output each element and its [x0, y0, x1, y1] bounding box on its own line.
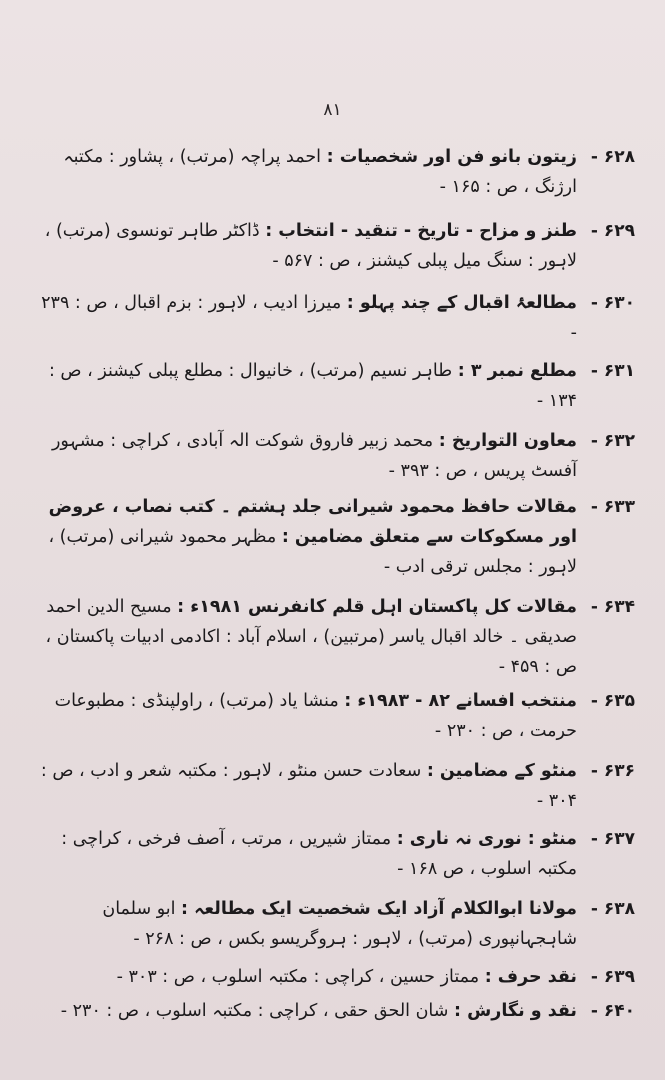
entry-number: ۶۲۸ -: [590, 147, 635, 167]
bibliography-entry: [35, 756, 635, 816]
entry-details: منشا یاد (مرتب) ، راولپنڈی : مطبوعات حرمت ، ص : ۲۳۰ -: [54, 691, 577, 741]
entry-details: میرزا ادیب ، لاہور : بزم اقبال ، ص : ۲۳۹ -: [41, 293, 577, 343]
entry-text: [35, 288, 577, 348]
entry-text: [35, 996, 577, 1026]
entry-title: مطالعۂ اقبال کے چند پہلو :: [346, 293, 577, 313]
entry-number: ۶۳۸ -: [590, 899, 635, 919]
entry-title: منتخب افسانے ۸۲ - ۱۹۸۳ء :: [344, 691, 577, 711]
bibliography-entry: [35, 426, 635, 486]
entry-details: طاہر نسیم (مرتب) ، خانیوال : مطلع پبلی کیشنز ، ص : ۱۳۴ -: [48, 361, 577, 411]
bibliography-entry: [35, 996, 635, 1026]
entry-number: ۶۳۱ -: [590, 361, 635, 381]
bibliography-entry: [35, 686, 635, 746]
entry-title: منٹو : نوری نہ ناری :: [396, 829, 577, 849]
entry-number: ۶۳۰ -: [590, 293, 635, 313]
entry-number: ۶۳۶ -: [590, 761, 635, 781]
entry-text: [35, 216, 577, 276]
entry-text: [35, 962, 577, 992]
entry-details: سعادت حسن منٹو ، لاہور : مکتبہ شعر و ادب ، ص : ۳۰۴ -: [40, 761, 577, 811]
entry-text: [35, 756, 577, 816]
entry-title: طنز و مزاح - تاریخ - تنقید - انتخاب :: [265, 221, 577, 241]
entry-number: ۶۳۲ -: [590, 431, 635, 451]
entry-title: مطلع نمبر ۳ :: [457, 361, 577, 381]
entry-title: منٹو کے مضامین :: [426, 761, 577, 781]
entry-text: [35, 592, 577, 682]
entry-title: مقالات حافظ محمود شیرانی جلد ہشتم ۔ کتب نصاب ، عروض اور مسکوکات سے متعلق مضامین :: [48, 497, 577, 547]
entry-title: مولانا ابوالکلام آزاد ایک شخصیت ایک مطالعہ :: [181, 899, 577, 919]
page-number: ۸۱: [323, 100, 342, 120]
bibliography-entry: [35, 142, 635, 202]
entry-number: ۶۲۹ -: [590, 221, 635, 241]
bibliography-entry: [35, 356, 635, 416]
entry-details: مسیح الدین احمد صدیقی ۔ خالد اقبال یاسر (مرتبین) ، اسلام آباد : اکادمی ادبیات پاکستان ، ص : ۴۵۹ -: [45, 597, 577, 677]
bibliography-entry: [35, 492, 635, 582]
entry-number: ۶۳۵ -: [590, 691, 635, 711]
entry-text: [35, 142, 577, 202]
entry-text: [35, 894, 577, 954]
bibliography-entry: [35, 894, 635, 954]
entry-details: ڈاکٹر طاہر تونسوی (مرتب) ، لاہور : سنگ میل پبلی کیشنز ، ص : ۵۶۷ -: [44, 221, 577, 271]
entry-number: ۶۴۰ -: [590, 1001, 635, 1021]
entry-details: احمد پراچہ (مرتب) ، پشاور : مکتبہ ارژنگ ، ص : ۱۶۵ -: [63, 147, 577, 197]
bibliography-entry: [35, 216, 635, 276]
entry-details: ابو سلمان شاہجہانپوری (مرتب) ، لاہور : ہروگریسو بکس ، ص : ۲۶۸ -: [102, 899, 577, 949]
entry-details: ممتاز شیریں ، مرتب ، آصف فرخی ، کراچی : مکتبہ اسلوب ، ص ۱۶۸ -: [61, 829, 577, 879]
entry-details: شان الحق حقی ، کراچی : مکتبہ اسلوب ، ص : ۲۳۰ -: [60, 1001, 449, 1021]
entry-details: مظہر محمود شیرانی (مرتب) ، لاہور : مجلس ترقی ادب -: [48, 527, 577, 577]
entry-title: زیتون بانو فن اور شخصیات :: [326, 147, 577, 167]
bibliography-entry: [35, 288, 635, 348]
entry-number: ۶۳۷ -: [590, 829, 635, 849]
entry-number: ۶۳۳ -: [590, 497, 635, 517]
entry-details: محمد زبیر فاروق شوکت الہ آبادی ، کراچی : مشہور آفسٹ پریس ، ص : ۳۹۳ -: [51, 431, 577, 481]
entry-number: ۶۳۴ -: [590, 597, 635, 617]
entry-details: ممتاز حسین ، کراچی : مکتبہ اسلوب ، ص : ۳۰۳ -: [116, 967, 480, 987]
bibliography-entry: [35, 824, 635, 884]
entry-text: [35, 492, 577, 582]
entry-text: [35, 356, 577, 416]
bibliography-entry: [35, 592, 635, 682]
entry-text: [35, 824, 577, 884]
bibliography-entry: [35, 962, 635, 992]
entry-text: [35, 426, 577, 486]
entry-number: ۶۳۹ -: [590, 967, 635, 987]
entry-text: [35, 686, 577, 746]
entry-title: نقد و نگارش :: [454, 1001, 577, 1021]
entry-title: نقد حرف :: [484, 967, 577, 987]
entry-title: معاون التواریخ :: [438, 431, 577, 451]
entry-title: مقالات کل پاکستان اہل قلم کانفرنس ۱۹۸۱ء :: [177, 597, 577, 617]
